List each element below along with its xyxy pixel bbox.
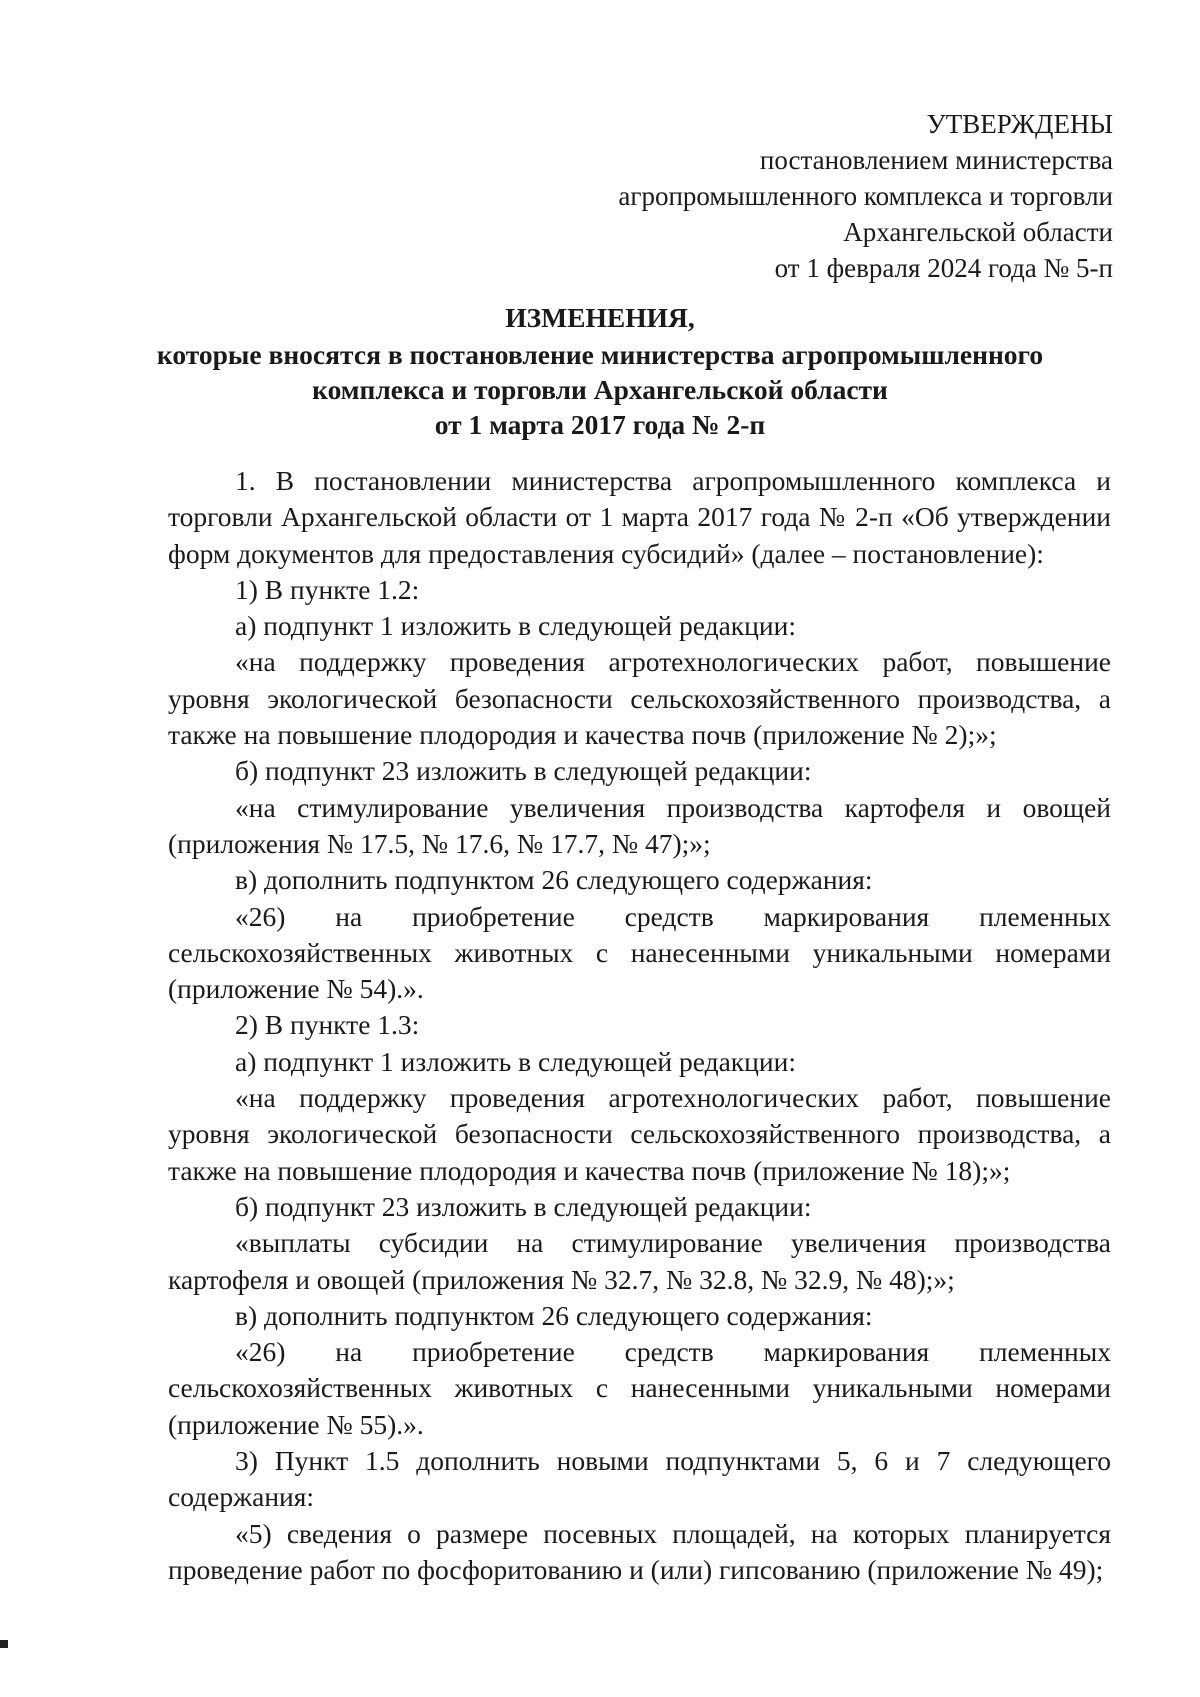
approval-stamp xyxy=(618,106,1113,286)
paragraph: «26) на приобретение средств маркирования племенных сельскохозяйственных животных с нанесенными уникальными номерами (приложение № 54).». xyxy=(168,900,1111,1005)
paragraph: «26) на приобретение средств маркирования племенных сельскохозяйственных животных с нанесенными уникальными номерами (приложение № 55).». xyxy=(168,1336,1111,1440)
title-heading: ИЗМЕНЕНИЯ, xyxy=(505,302,695,333)
paragraph: «на стимулирование увеличения производства картофеля и овощей (приложения № 17.5, № 17.6, № 17.7, № 47);»; xyxy=(168,791,1111,859)
paragraph: «на поддержку проведения агротехнологических работ, повышение уровня экологической безопасности сельскохозяйственного производства, а также на повышение плодородия и качества почв (приложение № 2);»; xyxy=(168,646,1111,751)
paragraph: 3) Пункт 1.5 дополнить новыми подпунктами 5, 6 и 7 следующего содержания: xyxy=(168,1445,1111,1513)
paragraph: а) подпункт 1 изложить в следующей редакции: xyxy=(235,1045,796,1077)
approval-line: агропромышленного комплекса и торговли xyxy=(618,181,1113,211)
paragraph: «на поддержку проведения агротехнологических работ, повышение уровня экологической безопасности сельскохозяйственного производства, а также на повышение плодородия и качества почв (приложение № 18);»; xyxy=(168,1082,1111,1186)
approval-heading: УТВЕРЖДЕНЫ xyxy=(926,109,1113,139)
paragraph: 1. В постановлении министерства агропромышленного комплекса и торговли Архангельской области от 1 марта 2017 года № 2-п «Об утверждении форм документов для предоставления субсидий» (далее – постановление): xyxy=(168,465,1111,569)
title-line: которые вносятся в постановление министерства агропромышленного xyxy=(156,339,1044,370)
paragraph: 1) В пункте 1.2: xyxy=(235,573,420,605)
document-body xyxy=(168,463,1111,1588)
paragraph: 2) В пункте 1.3: xyxy=(235,1009,420,1041)
title-line: комплекса и торговли Архангельской области xyxy=(312,374,888,405)
approval-line: постановлением министерства xyxy=(759,145,1113,175)
scan-artifact xyxy=(0,1640,8,1648)
document-title xyxy=(110,300,1090,442)
title-date: от 1 марта 2017 года № 2-п xyxy=(434,409,766,440)
paragraph: в) дополнить подпунктом 26 следующего содержания: xyxy=(235,864,873,896)
paragraph: «5) сведения о размере посевных площадей, на которых планируется проведение работ по фосфоритованию и (или) гипсованию (приложение № 49); xyxy=(168,1517,1111,1585)
paragraph: «выплаты субсидии на стимулирование увеличения производства картофеля и овощей (приложения № 32.7, № 32.8, № 32.9, № 48);»; xyxy=(168,1227,1111,1295)
paragraph: а) подпункт 1 изложить в следующей редакции: xyxy=(235,610,796,642)
paragraph: в) дополнить подпунктом 26 следующего содержания: xyxy=(235,1299,873,1331)
paragraph: б) подпункт 23 изложить в следующей редакции: xyxy=(235,755,812,787)
paragraph: б) подпункт 23 изложить в следующей редакции: xyxy=(235,1190,812,1222)
approval-date: от 1 февраля 2024 года № 5-п xyxy=(774,253,1113,283)
approval-line: Архангельской области xyxy=(843,217,1113,247)
